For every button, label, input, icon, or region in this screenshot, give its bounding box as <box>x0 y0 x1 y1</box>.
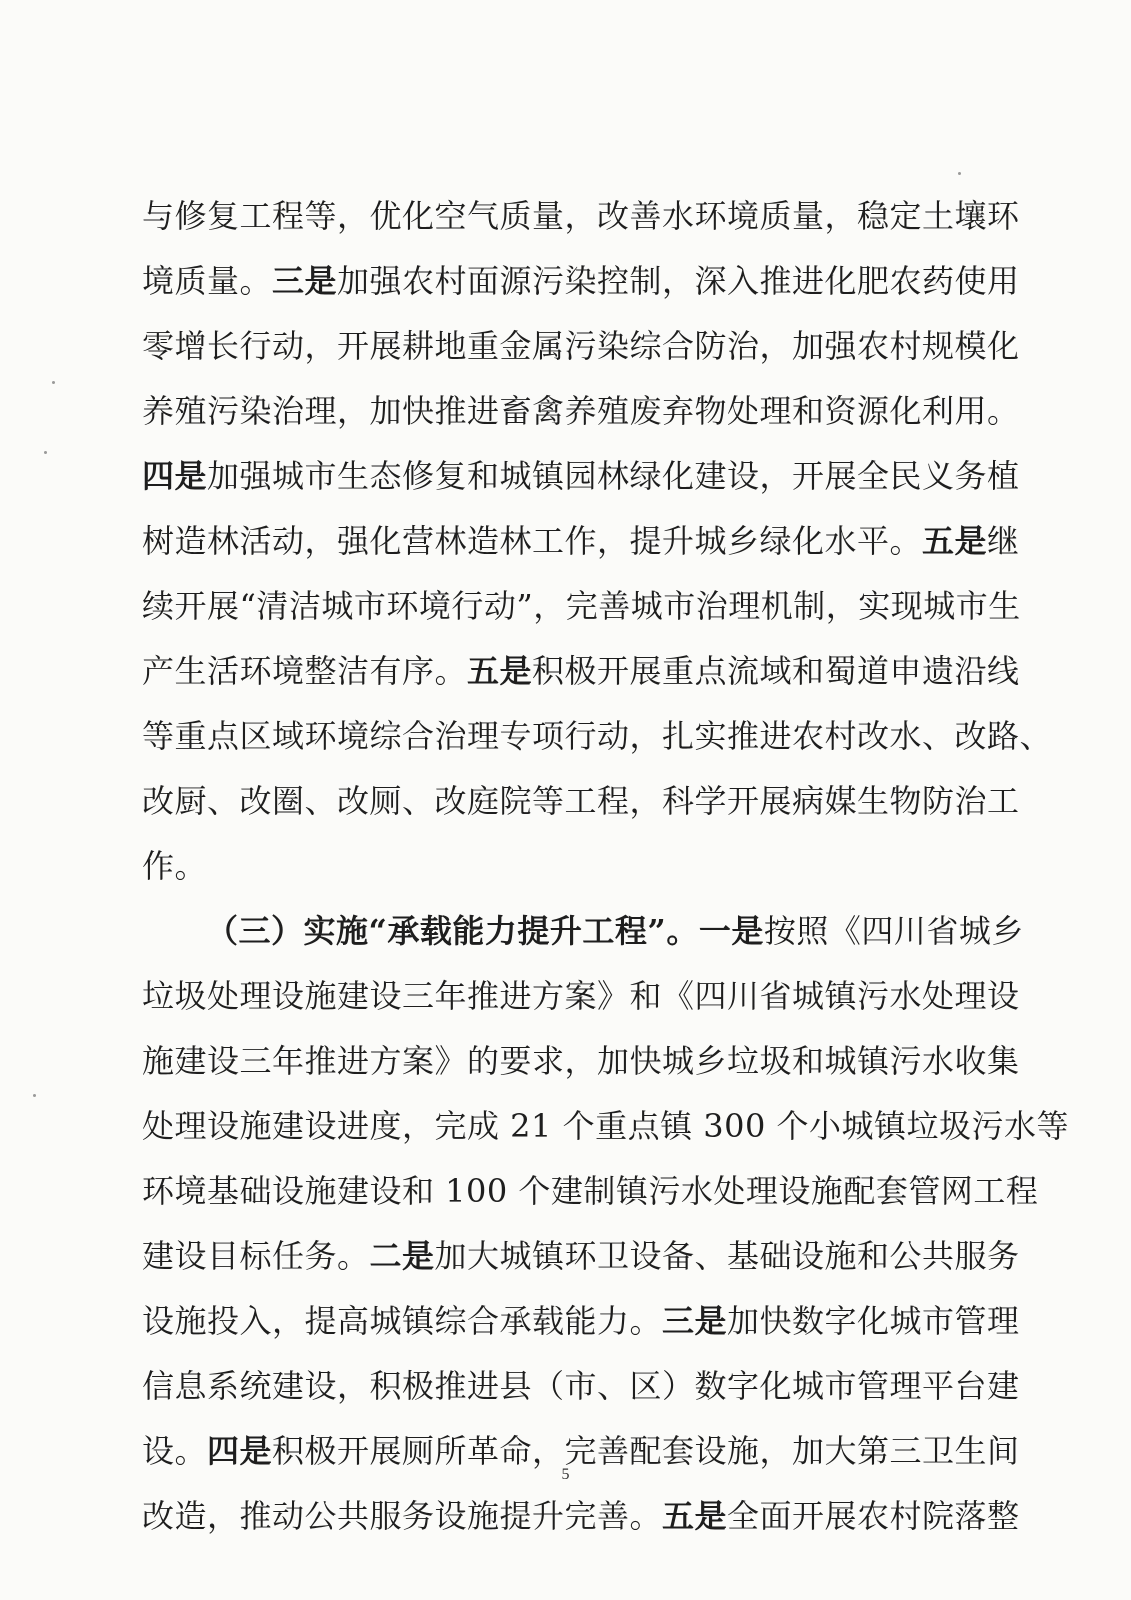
bold-text-segment: 三是 <box>272 262 338 300</box>
text-segment: 养殖污染治理，加快推进畜禽养殖废弃物处理和资源化利用。 <box>142 392 1020 430</box>
text-segment: 等重点区域环境综合治理专项行动，扎实推进农村改水、改路、 <box>142 717 1053 755</box>
text-line <box>142 314 1020 379</box>
bold-text-segment: 二是 <box>369 1237 435 1275</box>
page-number: 5 <box>561 1466 570 1483</box>
text-line <box>142 1289 1020 1354</box>
text-segment: 设。 <box>142 1432 208 1470</box>
text-line <box>142 1029 1020 1094</box>
text-line <box>142 704 1053 769</box>
text-segment: 垃圾处理设施建设三年推进方案》和《四川省城镇污水处理设 <box>142 977 1020 1015</box>
text-line <box>142 1354 1020 1419</box>
text-segment: 加强农村面源污染控制，深入推进化肥农药使用 <box>337 262 1020 300</box>
text-line <box>142 834 972 899</box>
text-segment: 处理设施建设进度，完成 21 个重点镇 300 个小城镇垃圾污水等 <box>142 1107 1069 1145</box>
text-segment: 零增长行动，开展耕地重金属污染综合防治，加强农村规模化 <box>142 327 1020 365</box>
text-line <box>142 1159 1039 1224</box>
text-line <box>142 509 1020 574</box>
text-segment: 境质量。 <box>142 262 273 300</box>
text-line <box>142 1484 1020 1549</box>
bold-text-segment: 四是 <box>207 1432 273 1470</box>
bold-text-segment: 一是 <box>698 912 764 950</box>
bold-text-segment: 三是 <box>662 1302 728 1340</box>
bold-text-segment: 五是 <box>922 522 988 560</box>
scan-speck <box>44 451 47 454</box>
scan-speck <box>958 172 961 175</box>
text-segment: 建设目标任务。 <box>142 1237 370 1275</box>
text-line <box>142 639 1020 704</box>
text-segment: 与修复工程等，优化空气质量，改善水环境质量，稳定土壤环 <box>142 197 1020 235</box>
text-segment: 全面开展农村院落整 <box>727 1497 1020 1535</box>
text-segment: 施建设三年推进方案》的要求，加快城乡垃圾和城镇污水收集 <box>142 1042 1020 1080</box>
text-line <box>142 379 1020 444</box>
text-segment: 改造，推动公共服务设施提升完善。 <box>142 1497 663 1535</box>
text-segment: 设施投入，提高城镇综合承载能力。 <box>142 1302 663 1340</box>
text-segment: 树造林活动，强化营林造林工作，提升城乡绿化水平。 <box>142 522 923 560</box>
text-line <box>142 444 1020 509</box>
text-line <box>142 574 1021 639</box>
bold-text-segment: 四是 <box>142 457 208 495</box>
bold-text-segment: （三）实施“承载能力提升工程”。 <box>206 912 699 950</box>
bold-text-segment: 五是 <box>467 652 533 690</box>
text-segment: 按照《四川省城乡 <box>763 912 1024 950</box>
text-segment: 积极开展重点流域和蜀道申遗沿线 <box>532 652 1020 690</box>
text-line <box>142 964 1020 1029</box>
text-segment: 信息系统建设，积极推进县（市、区）数字化城市管理平台建 <box>142 1367 1020 1405</box>
bold-text-segment: 五是 <box>662 1497 728 1535</box>
text-line <box>142 769 1020 834</box>
text-segment: 加大城镇环卫设备、基础设施和公共服务 <box>434 1237 1020 1275</box>
text-line <box>142 184 1020 249</box>
text-segment: 改厨、改圈、改厕、改庭院等工程，科学开展病媒生物防治工 <box>142 782 1020 820</box>
text-segment: 作。 <box>142 847 208 885</box>
text-line <box>142 249 1020 314</box>
text-line <box>142 1224 1020 1289</box>
text-line <box>142 1094 1069 1159</box>
text-segment: 继 <box>987 522 1020 560</box>
scan-speck <box>33 1094 36 1097</box>
body-text <box>142 184 1069 1549</box>
text-segment: 加快数字化城市管理 <box>727 1302 1020 1340</box>
text-segment: 产生活环境整洁有序。 <box>142 652 468 690</box>
text-segment: 环境基础设施建设和 100 个建制镇污水处理设施配套管网工程 <box>142 1172 1039 1210</box>
text-line <box>142 899 1024 964</box>
text-segment: 加强城市生态修复和城镇园林绿化建设，开展全民义务植 <box>207 457 1020 495</box>
text-segment: 积极开展厕所革命，完善配套设施，加大第三卫生间 <box>272 1432 1020 1470</box>
text-segment: 续开展“清洁城市环境行动”，完善城市治理机制，实现城市生 <box>142 587 1021 625</box>
scan-speck <box>52 381 55 384</box>
